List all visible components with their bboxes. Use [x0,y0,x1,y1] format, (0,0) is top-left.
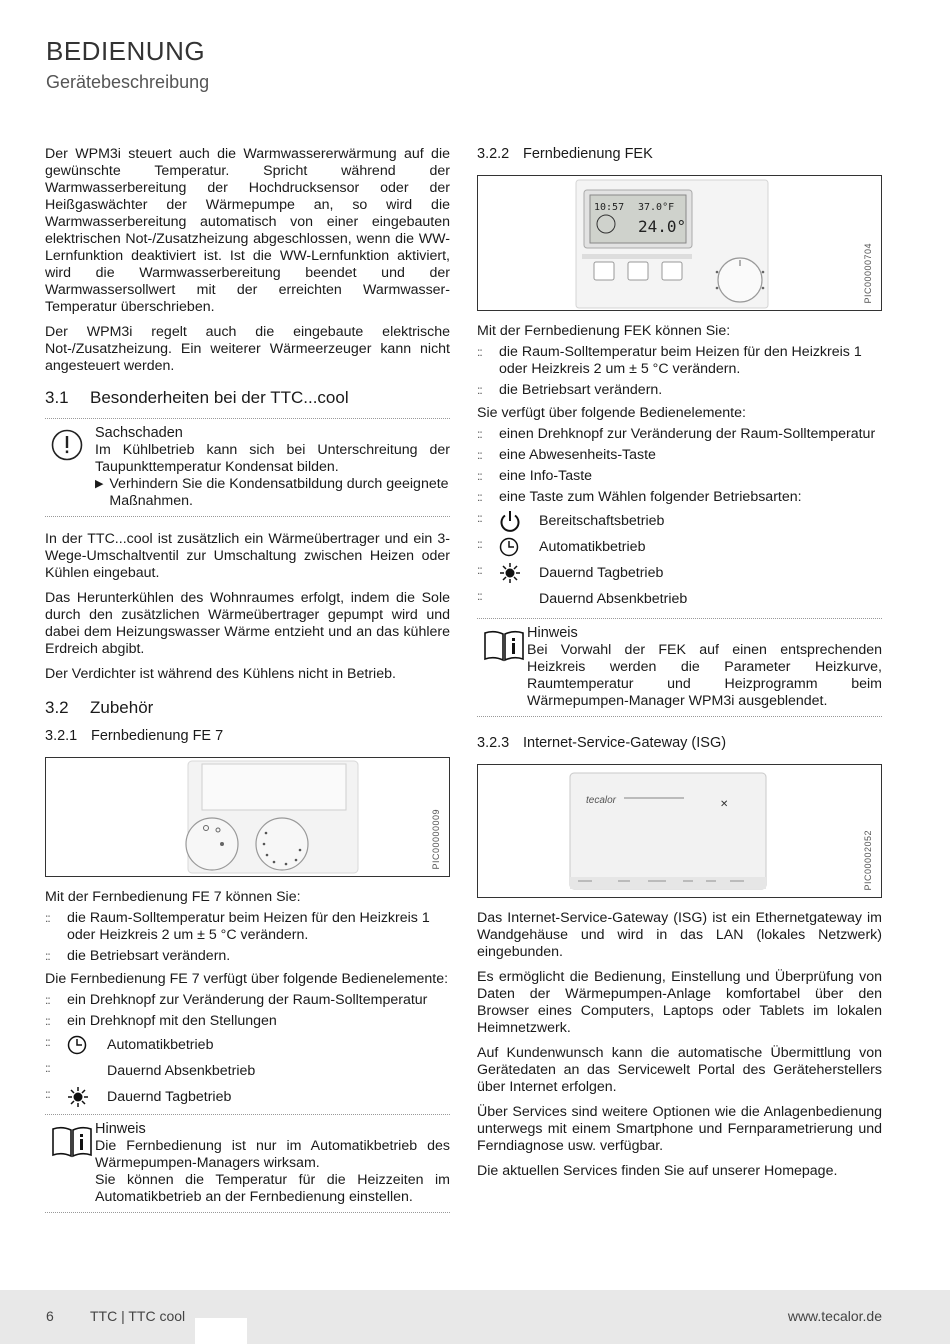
page-subtitle: Gerätebeschreibung [46,72,210,92]
figure-id: PIC00000009 [431,809,441,870]
warning-box [45,418,450,517]
clock-icon [499,537,539,557]
list-item-night [477,588,882,610]
website-link[interactable]: www.tecalor.de [787,1308,882,1324]
mode-label: :: Dauernd Absenkbetrieb [107,1062,256,1079]
list-item: :: ein Drehknopf mit den Stellungen [45,1013,450,1030]
list-item-standby [477,510,882,532]
warning-exclamation-icon [51,429,83,466]
warning-text: Im Kühlbetrieb kann sich bei Unterschreitung der Taupunkttemperatur Kondensat bilden. [95,442,450,475]
power-icon [499,510,539,532]
section-title: Zubehör [90,698,154,717]
subsection-heading-3-2-2 [477,146,882,163]
list-item: :: die Betriebsart verändern. [477,382,882,399]
list-item: :: einen Drehknopf zur Veränderung der Raum-Solltemperatur [477,426,882,443]
page-number: 6 [46,1308,54,1324]
mode-label: :: Bereitschaftsbetrieb [539,512,665,529]
paragraph: Der WPM3i steuert auch die Warmwassererwärmung auf die gewünschte Temperatur. Spricht während der Warmwasserbereitung der Hochdrucksensor oder der Heißgaswächter der Wärmepumpe an, so wird die Warmwasserbereitung automatisch von einer eingebauten elektrischen Not-/Zusatzheizung abgeschlossen, wenn die WW-Lernfunktion deaktiviert ist. Ist die WW-Lernfunktion aktiviert, wird die Warmwasserbereitung beendet und der Warmwassersollwert mit der erreichten Warmwasser-Temperatur überschrieben. [45,146,450,315]
list-item: :: die Raum-Solltemperatur beim Heizen für den Heizkreis 1 oder Heizkreis 2 um ± 5 °C verändern. [477,344,882,378]
isg-device-image [478,765,883,897]
mode-label: :: Dauernd Tagbetrieb [539,564,664,581]
section-number: 3.2.2 [477,146,510,162]
triangle-bullet-icon: ▶ [95,478,104,490]
fe7-element-list [45,992,450,1108]
paragraph: Das Internet-Service-Gateway (ISG) ist ein Ethernetgateway im Wandgehäuse und wird in das LAN (lokales Netzwerk) eingebunden. [477,910,882,960]
moon-icon [499,588,539,610]
paragraph: Mit der Fernbedienung FEK können Sie: [477,323,731,339]
right-column [477,146,882,1188]
list-item-day [45,1086,450,1108]
subsection-heading-3-2-3 [477,735,882,752]
info-book-icon [483,629,525,668]
paragraph: Der Verdichter ist während des Kühlens nicht in Betrieb. [45,666,396,682]
isg-brand-logo: tecalor [586,795,617,806]
figure-id: PIC00000704 [863,243,873,304]
warning-action-text: Verhindern Sie die Kondensatbildung durch geeignete Maßnahmen. [109,476,449,509]
fe7-device-image [46,758,451,876]
page-section-title: BEDIENUNG [46,36,206,66]
paragraph: Über Services sind weitere Optionen wie die Anlagenbedienung unterwegs mit einem Smartphone und Fernparametrierung und Ferndiagnose usw. verfügbar. [477,1104,882,1154]
section-title: Fernbedienung FEK [523,146,653,162]
svg-text:✕: ✕ [720,799,729,810]
fek-function-list [477,344,882,399]
list-item: :: eine Taste zum Wählen folgender Betriebsarten: [477,489,882,506]
mode-label: :: Automatikbetrieb [539,538,646,555]
section-number: 3.2.3 [477,735,510,751]
note-box [477,618,882,717]
note-box [45,1114,450,1213]
subsection-heading-3-2-1 [45,728,450,745]
list-item: :: eine Abwesenheits-Taste [477,447,882,464]
section-number: 3.1 [45,388,69,407]
note-title: Hinweis [527,625,578,641]
left-column [45,146,450,1227]
section-number: 3.2 [45,698,69,717]
warning-action [95,476,450,510]
figure-isg [477,764,882,898]
fek-device-image [478,176,883,310]
lcd-time: 10:57 [594,202,625,213]
paragraph: Es ermöglicht die Bedienung, Einstellung und Überprüfung von Daten der Wärmepumpen-Anlage komfortabel über den Browser eines Computers, Laptops oder Tablets im lokalen Heimnetzwerk. [477,969,882,1036]
paragraph: Auf Kundenwunsch kann die automatische Übermittlung von Gerätedaten an das Servicewelt Portal des Geräteherstellers über Internet erfolgen. [477,1045,882,1095]
figure-id: PIC00002052 [863,830,873,891]
section-title: Besonderheiten bei der TTC...cool [90,388,349,407]
list-item: :: eine Info-Taste [477,468,882,485]
section-title: Internet-Service-Gateway (ISG) [523,735,727,751]
list-item-night [45,1060,450,1082]
clock-icon [67,1035,107,1055]
sun-icon [67,1086,107,1108]
list-item: :: die Raum-Solltemperatur beim Heizen für den Heizkreis 1 oder Heizkreis 2 um ± 5 °C verändern. [45,910,450,944]
sun-icon [499,562,539,584]
figure-fek [477,175,882,311]
figure-fe7 [45,757,450,877]
info-book-icon [51,1125,93,1164]
list-item: :: die Betriebsart verändern. [45,948,450,965]
list-item: :: ein Drehknopf zur Veränderung der Raum-Solltemperatur [45,992,450,1009]
paragraph: Mit der Fernbedienung FE 7 können Sie: [45,889,301,905]
list-item-day [477,562,882,584]
fe7-function-list [45,910,450,965]
section-heading-3-2 [45,699,450,716]
document-name: TTC | TTC cool [90,1308,186,1324]
list-item-automatic [45,1034,450,1056]
paragraph: Die Fernbedienung FE 7 verfügt über folgende Bedienelemente: [45,971,449,987]
note-text: Bei Vorwahl der FEK auf einen entsprechenden Heizkreis werden die Parameter Heizkurve, Raumtemperatur und Heizprogramm beim Wärmepumpen-Manager WPM3i ausgeblendet. [527,642,882,709]
paragraph: Sie verfügt über folgende Bedienelemente: [477,405,746,421]
page-footer [0,1290,950,1344]
section-number: 3.2.1 [45,728,78,744]
paragraph: Der WPM3i regelt auch die eingebaute elektrische Not-/Zusatzheizung. Ein weiterer Wärmeerzeuger kann nicht angesteuert werden. [45,324,450,374]
lcd-temp-big: 24.0° [638,217,687,236]
note-title: Hinweis [95,1121,146,1137]
note-text: Sie können die Temperatur für die Heizzeiten im Automatikbetrieb an der Fernbedienung einstellen. [95,1172,450,1205]
mode-label: :: Automatikbetrieb [107,1036,214,1053]
warning-title: Sachschaden [95,425,183,441]
moon-icon [67,1060,107,1082]
mode-label: :: Dauernd Absenkbetrieb [539,590,688,607]
paragraph: Die aktuellen Services finden Sie auf unserer Homepage. [477,1163,838,1179]
note-text: Die Fernbedienung ist nur im Automatikbetrieb des Wärmepumpen-Managers wirksam. [95,1138,450,1171]
footer-divider-block [195,1318,247,1344]
paragraph: In der TTC...cool ist zusätzlich ein Wärmeübertrager und ein 3-Wege-Umschaltventil zur Umschaltung zwischen Heizen oder Kühlen eingebaut. [45,531,450,581]
paragraph: Das Herunterkühlen des Wohnraumes erfolgt, indem die Sole durch den zusätzlichen Wärmeübertrager gepumpt wird und dabei dem Heizungswasser Wärme entzieht und an das kühlere Erdreich abgibt. [45,590,450,657]
section-title: Fernbedienung FE 7 [91,728,224,744]
lcd-temp-small: 37.0°F [638,202,675,213]
list-item-automatic [477,536,882,558]
fek-element-list [477,426,882,610]
mode-label: :: Dauernd Tagbetrieb [107,1088,232,1105]
section-heading-3-1 [45,389,450,406]
